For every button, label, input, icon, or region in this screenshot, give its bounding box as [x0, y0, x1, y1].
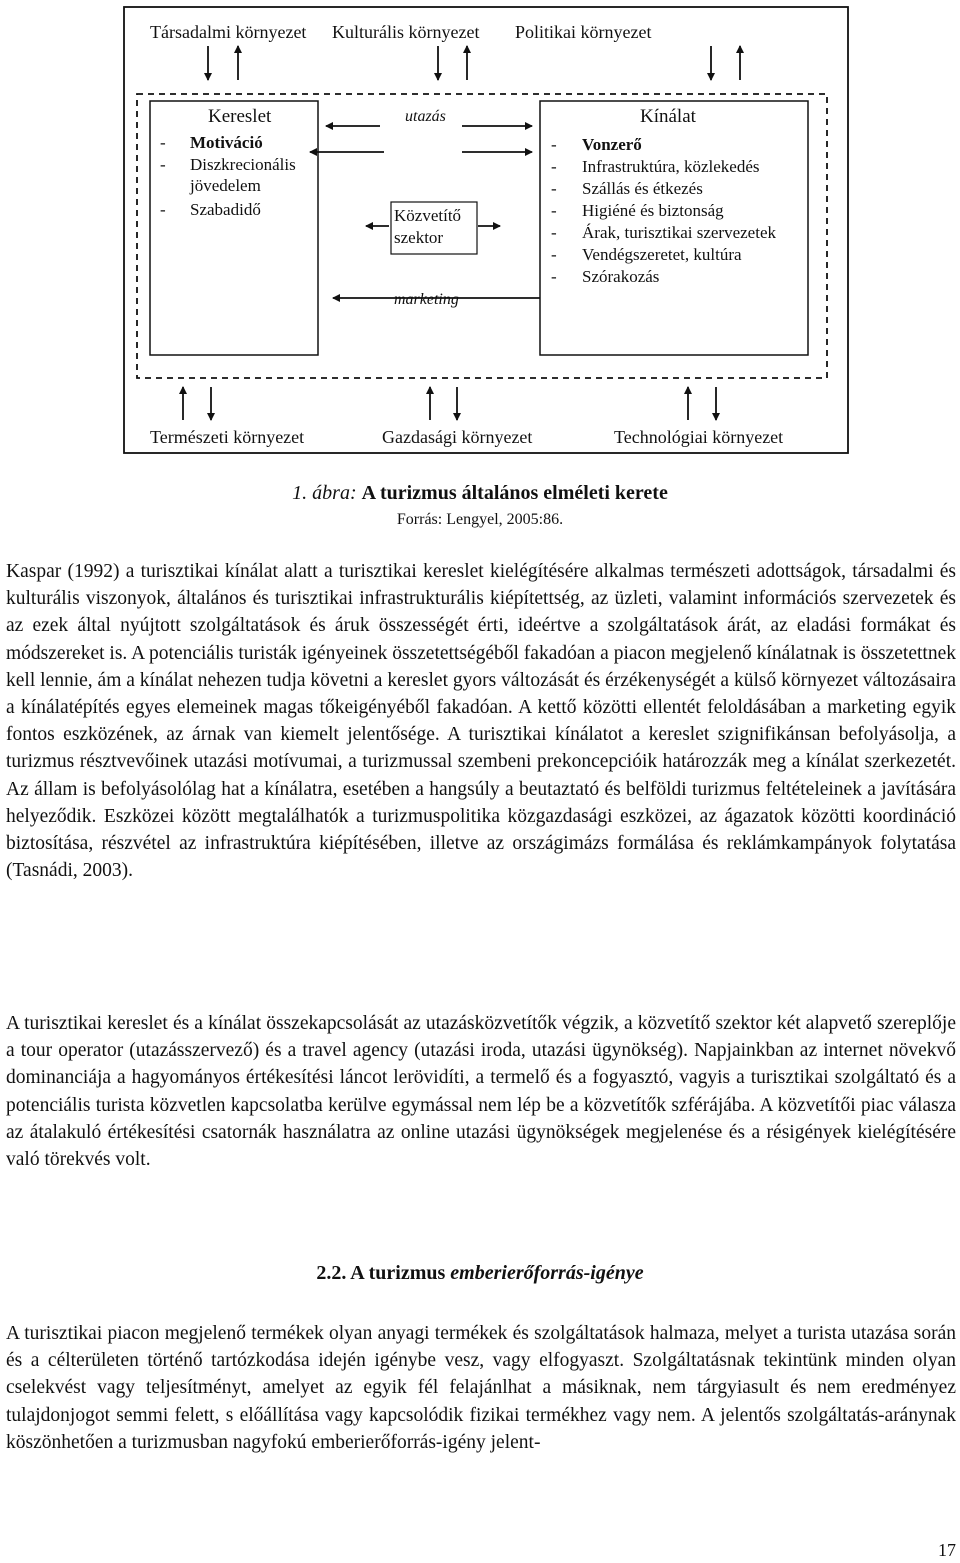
top-environment-arrows [208, 46, 740, 80]
section-number: 2.2. [316, 1262, 347, 1284]
section-title-plain: A turizmus [350, 1262, 446, 1284]
demand-item-motivation: Motiváció [190, 133, 263, 152]
marketing-label: marketing [394, 291, 459, 308]
demand-dash-1: - [160, 133, 166, 152]
intermediary-label: Közvetítő szektor [394, 206, 462, 247]
figure-caption [0, 482, 960, 505]
section-heading [0, 1262, 960, 1285]
bottom-label-natural: Természeti környezet [150, 427, 305, 447]
demand-item-freetime: Szabadidő [190, 200, 261, 219]
body-paragraph-1: Kaspar (1992) a turisztikai kínálat alatt a turisztikai kereslet kielégítésére alkalmas természeti adottságok, társadalmi és kulturális viszonyok, általános és turisztikai infrastrukturális kiépítettség, az üzleti, valamint információs szervezetek és az ezek által nyújtott szolgáltatások és áruk összességét érti, ideértve a szolgáltatások árát, az eladási formákat és módszereket is. A potenciális turisták igényeinek összetettségéből fakadóan a piacon megjelenő kínálatnak is összetettnek kell lennie, ám a kínálat nehezen tudja követni a kereslet gyors változását és érzékenységét a külső környezet változásaira a kínálatépítés egyes elemeinek magas tőkeigényéből fakadóan. A kettő közötti ellentét feloldásában a marketing egyik fontos eszközének, az árnak van kiemelt jelentősége. A turisztikai kínálatot a kereslet szignifikánsan befolyásolja, a turizmus résztvevőinek utazási motívumai, a turizmussal szembeni prekoncepcióik határozzák meg a kínálat szerkezetét. Az állam is befolyásolólag hat a kínálatra, esetében a hangsúly a beutaztató és belföldi turizmus feltételeinek a javítására helyeződik. Eszközei között megtalálhatók a turizmuspolitika közgazdasági eszközei, az ágazatok közötti koordináció biztosítása, részvétel az infrastruktúra kiépítésében, illetve az országimázs formálása és reklámkampányok folytatása (Tasnádi, 2003). [6, 561, 956, 882]
supply-dash-2: - [551, 157, 557, 176]
bottom-label-technological: Technológiai környezet [614, 427, 784, 447]
supply-title: Kínálat [640, 106, 696, 127]
bottom-label-economic: Gazdasági környezet [382, 427, 533, 447]
body-paragraph-2: A turisztikai kereslet és a kínálat összekapcsolását az utazásközvetítők végzik, a közvetítő szektor két alapvető szereplője a tour operator (utazásszervező) és a travel agency (utazási iroda, utazási ügynökség). Napjainkban az internet növekvő dominanciája a hagyományos értékesítési láncot lerövidíti, a termelő és a fogyasztó, vagyis a turisztikai szolgáltató és a potenciális turista közvetlen kapcsolatba kerülve egymással nem lép be a közvetítők szférájába. A közvetítői piac válasza az átalakuló értékesítési csatornák használatra az online utazási ügynökségek megjelenése és a résigények kielégítésére való törekvés volt. [6, 1013, 956, 1171]
supply-item-accommodation: Szállás és étkezés [582, 179, 703, 198]
supply-item-attraction: Vonzerő [582, 135, 642, 154]
section-title-italic: emberierőforrás-igénye [450, 1262, 644, 1284]
supply-dash-6: - [551, 245, 557, 264]
demand-item-income: Diszkrecionális jövedelem [190, 155, 296, 195]
top-label-political: Politikai környezet [515, 22, 652, 42]
supply-item-entertainment: Szórakozás [582, 267, 660, 286]
supply-dash-1: - [551, 135, 557, 154]
supply-item-hygiene: Higiéné és biztonság [582, 201, 724, 220]
figure-source: Forrás: Lengyel, 2005:86. [396, 511, 564, 528]
supply-dash-3: - [551, 179, 557, 198]
supply-item-prices: Árak, turisztikai szervezetek [582, 223, 776, 242]
supply-dash-5: - [551, 223, 557, 242]
demand-dash-3: - [160, 200, 166, 219]
top-label-social: Társadalmi környezet [150, 22, 307, 42]
figure-tourism-framework [0, 0, 960, 470]
bottom-environment-arrows [183, 387, 716, 420]
supply-dash-4: - [551, 201, 557, 220]
figure-lines [0, 0, 960, 470]
travel-label: utazás [405, 108, 446, 125]
demand-title: Kereslet [208, 106, 272, 127]
caption-label [292, 482, 356, 504]
caption-label-text: 1. ábra: [292, 482, 357, 504]
supply-item-hospitality: Vendégszeretet, kultúra [582, 245, 742, 264]
demand-dash-2: - [160, 155, 166, 174]
supply-dash-7: - [551, 267, 557, 286]
body-paragraph-3: A turisztikai piacon megjelenő termékek olyan anyagi termékek és szolgáltatások halmaza, melyet a turista utazása során és a célterületen történő tartózkodása idején igénybe vesz, vagy elfogyaszt. Szolgáltatásnak tekintünk minden olyan cselekvést vagy teljesítményt, amelyet az egyik fél felajánlhat a másiknak, nem tárgyiasult és nem eredményez tulajdonjogot semmi felett, s előállítása vagy kapcsolódik fizikai termékhez vagy nem. A jelentős szolgáltatás-aránynak köszönhetően a turizmusban nagyfokú emberierőforrás-igény jelent- [6, 1323, 956, 1453]
supply-item-infrastructure: Infrastruktúra, közlekedés [582, 157, 760, 176]
page-number: 17 [938, 1540, 956, 1560]
top-label-cultural: Kulturális környezet [332, 22, 480, 42]
caption-title: A turizmus általános elméleti kerete [361, 482, 668, 504]
